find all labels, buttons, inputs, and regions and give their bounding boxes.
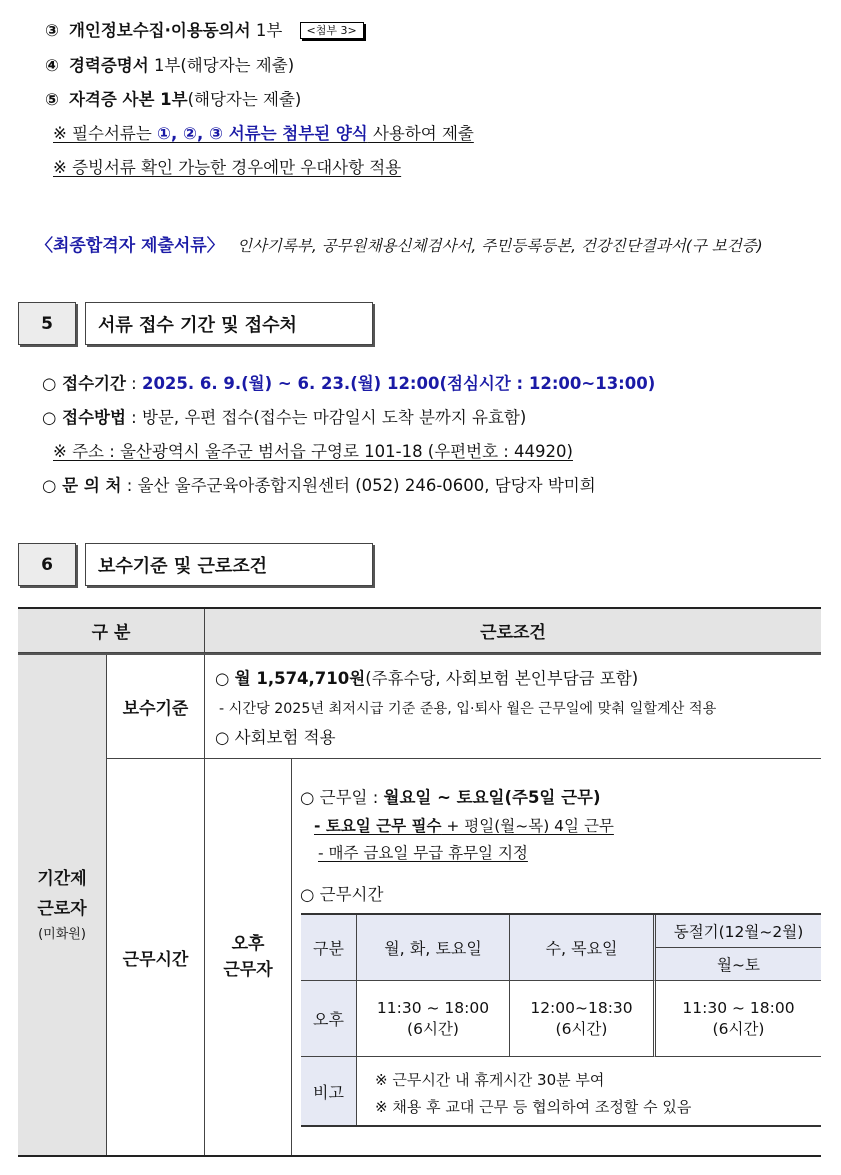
section-number: 5 [18, 302, 76, 345]
doc-item-3 [45, 17, 364, 41]
doc-item-4 [45, 52, 294, 76]
sched-head-winter: 동절기(12월~2월) [656, 915, 821, 948]
social-insurance: ○ 사회보험 적용 [215, 728, 336, 747]
header-category: 구 분 [18, 609, 205, 653]
evidence-note: ※ 증빙서류 확인 가능한 경우에만 우대사항 적용 [53, 158, 402, 177]
hours-label: 근무시간 [107, 759, 205, 1155]
shift-label: 오후 근무자 [205, 759, 292, 1155]
sched-head-winter-days: 월~토 [656, 948, 821, 981]
group-label: 기간제 근로자 (미화원) [18, 655, 107, 1155]
friday-off: - 매주 금요일 무급 휴무일 지정 [318, 844, 528, 862]
item-title: 개인정보수집·이용동의서 [68, 21, 251, 40]
sched-note-label: 비고 [301, 1057, 357, 1125]
pay-detail: - 시간당 2025년 최저시급 기준 준용, 입·퇴사 월은 근무일에 맞춰 일할계산 적용 [219, 701, 717, 717]
item-number: ④ [45, 56, 59, 75]
item-detail: (해당자는 제출) [187, 90, 302, 109]
period-label: ○ 접수기간 [42, 374, 126, 393]
contact-info: ○ 문 의 처 : 울산 울주군육아종합지원센터 (052) 246-0600, 담당자 박미희 [42, 476, 596, 495]
final-docs-label: 〈최종합격자 제출서류〉 [36, 236, 224, 256]
sched-wed-thu: 12:00~18:30 (6시간) [510, 981, 656, 1057]
section-number: 6 [18, 543, 76, 586]
schedule-table [301, 913, 821, 1127]
worktime-label: ○ 근무시간 [300, 885, 384, 904]
address-note: ※ 주소 : 울산광역시 울주군 범서읍 구영로 101-18 (우편번호 : 44920) [53, 442, 573, 461]
hours-content [292, 759, 821, 1155]
item-number: ③ [45, 21, 59, 40]
submission-method: ○ 접수방법 : 방문, 우편 접수(접수는 마감일시 도착 분까지 유효함) [42, 408, 527, 427]
workdays: ○ 근무일 : 월요일 ~ 토요일(주5일 근무) [300, 788, 601, 807]
method-value: 방문, 우편 접수(접수는 마감일시 도착 분까지 유효함) [141, 408, 527, 427]
sched-head-mon-tue-sat: 월, 화, 토요일 [357, 915, 510, 981]
sched-head-wed-thu: 수, 목요일 [510, 915, 656, 981]
contact-label: ○ 문 의 처 [42, 476, 122, 495]
section-6-header [18, 543, 378, 586]
sched-mon-tue-sat: 11:30 ~ 18:00 (6시간) [357, 981, 510, 1057]
item-number: ⑤ [45, 90, 59, 109]
section-title: 서류 접수 기간 및 접수처 [85, 302, 373, 345]
sched-winter: 11:30 ~ 18:00 (6시간) [656, 981, 821, 1057]
required-docs-highlight: ①, ②, ③ 서류는 첨부된 양식 [157, 124, 368, 143]
method-label: ○ 접수방법 [42, 408, 126, 427]
item-detail: 1부(해당자는 제출) [153, 56, 295, 75]
item-count: 1부 [255, 21, 283, 40]
submission-period: ○ 접수기간 : 2025. 6. 9.(월) ~ 6. 23.(월) 12:00(점심시간 : 12:00~13:00) [42, 374, 656, 393]
final-docs [36, 231, 763, 256]
pay-label: 보수기준 [107, 655, 205, 759]
sched-notes: ※ 근무시간 내 휴게시간 30분 부여 ※ 채용 후 교대 근무 등 협의하여 조정할 수 있음 [375, 1071, 692, 1116]
final-docs-list: 인사기록부, 공무원채용신체검사서, 주민등록등본, 건강진단결과서(구 보건증) [236, 237, 763, 255]
pay-content: ○ 월 1,574,710원(주휴수당, 사회보험 본인부담금 포함) - 시간당 2025년 최저시급 기준 준용, 입·퇴사 월은 근무일에 맞춰 일할계산 적용 ○ 사회보험 적용 [205, 655, 821, 759]
saturday-required: - 토요일 근무 필수 + 평일(월~목) 4일 근무 [314, 817, 614, 835]
sched-row-afternoon: 오후 [301, 981, 357, 1057]
doc-item-5 [45, 86, 301, 110]
required-docs-note: ※ 필수서류는 ①, ②, ③ 서류는 첨부된 양식 사용하여 제출 [53, 124, 474, 143]
attachment-tag: <첨부 3> [300, 22, 364, 39]
item-title: 경력증명서 [68, 56, 149, 75]
sched-head-category: 구분 [301, 915, 357, 981]
period-value: 2025. 6. 9.(월) ~ 6. 23.(월) 12:00(점심시간 : 12:00~13:00) [141, 374, 656, 393]
item-title: 자격증 사본 1부 [68, 90, 188, 109]
work-conditions-table [18, 607, 821, 1157]
header-conditions: 근로조건 [205, 609, 821, 653]
monthly-pay: 월 1,574,710원 [234, 669, 366, 688]
section-5-header [18, 302, 378, 345]
section-title: 보수기준 및 근로조건 [85, 543, 373, 586]
contact-value: 울산 울주군육아종합지원센터 (052) 246-0600, 담당자 박미희 [137, 476, 596, 495]
